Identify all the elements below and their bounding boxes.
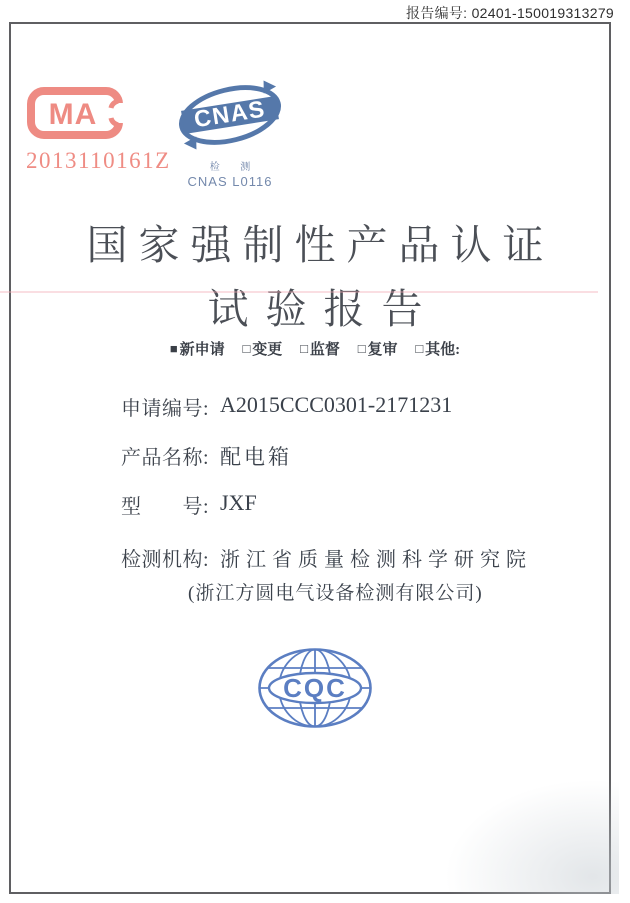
checkbox-option-label: 监督: [309, 342, 340, 358]
field-model: [121, 490, 257, 519]
checkbox-option-other: [415, 342, 460, 358]
report-title-line1: 国家强制性产品认证: [86, 222, 555, 268]
report-title-line2: 试验报告: [207, 286, 440, 332]
field-application-number: [121, 392, 452, 421]
checkbox-option-label: 变更: [252, 342, 283, 358]
field-value-secondary: (浙江方圆电气设备检测有限公司): [188, 583, 483, 604]
field-value: 配电箱: [220, 445, 292, 469]
checkbox-option-new-application: [170, 342, 225, 358]
field-value: A2015CCC0301-2171231: [220, 392, 453, 417]
field-testing-institution: [121, 543, 532, 605]
checkbox-option-label: 复审: [367, 342, 398, 358]
report-number-value: 02401-150019313279: [471, 5, 614, 21]
checkbox-unchecked-icon: □: [357, 341, 366, 356]
cnas-logo-block: [168, 78, 292, 189]
field-label: 申请编号:: [121, 398, 210, 420]
cma-logo-icon: [26, 86, 126, 140]
field-product-name: [121, 441, 292, 471]
checkbox-option-change: [242, 342, 282, 358]
checkbox-option-label: 新申请: [179, 342, 225, 358]
cnas-letters: CNAS: [192, 95, 268, 133]
checkbox-unchecked-icon: □: [415, 341, 424, 356]
field-label: 产品名称:: [121, 447, 210, 469]
cqc-logo-block: [256, 646, 374, 735]
field-value: 浙江省质量检测科学研究院: [220, 549, 532, 571]
application-type-row: [0, 338, 630, 359]
checkbox-option-review: [358, 342, 398, 358]
field-label: 型 号:: [121, 496, 210, 518]
scan-artifact-shadow: [444, 779, 619, 894]
checkbox-option-label: 其他:: [425, 342, 461, 358]
cnas-logo-icon: [173, 78, 287, 152]
cnas-accreditation-number: CNAS L0116: [187, 174, 273, 189]
field-value: JXF: [220, 490, 257, 515]
checkbox-checked-icon: ■: [169, 341, 178, 356]
cnas-caption: 检 测: [209, 162, 260, 173]
field-value-block: [188, 543, 532, 605]
cma-letters: MA: [48, 98, 98, 131]
cma-logo-block: [26, 86, 171, 174]
cqc-letters: CQC: [283, 673, 347, 703]
cqc-logo-icon: [256, 646, 374, 730]
report-number: [406, 3, 614, 23]
checkbox-unchecked-icon: □: [300, 341, 308, 356]
cma-certificate-number: 2013110161Z: [26, 148, 171, 173]
checkbox-unchecked-icon: □: [242, 341, 251, 356]
scan-artifact-line: [0, 291, 598, 293]
report-number-label: 报告编号:: [405, 5, 468, 21]
field-label: 检测机构:: [121, 549, 210, 571]
checkbox-option-supervision: [300, 342, 340, 358]
